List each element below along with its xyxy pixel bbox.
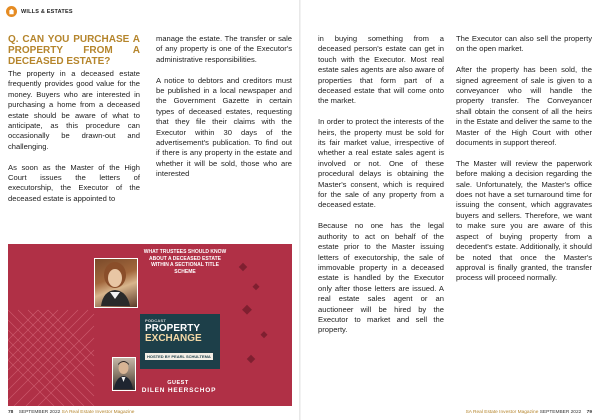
paragraph: manage the estate. The transfer or sale of any property is one of the Executor's administrative responsibilities. xyxy=(156,34,292,64)
section-label: WILLS & ESTATES xyxy=(21,8,73,15)
article-column-3 xyxy=(318,34,444,346)
article-column-4 xyxy=(456,34,592,294)
page-gutter xyxy=(299,0,301,420)
footer-left xyxy=(8,410,134,415)
article-column-1 xyxy=(8,34,140,215)
paragraph: The property in a deceased estate frequently provides good value for the money. Buyers who are interested in purchasing a home from a deceased estate should be aware of what to anticipate, as this procedure can occasionally be drawn-out and challenging. xyxy=(8,69,140,151)
publication-name: SA Real Estate Investor Magazine xyxy=(61,410,135,415)
issue-date: SEPTEMBER 2022 xyxy=(18,410,61,415)
promo-headline: WHAT TRUSTEES SHOULD KNOW ABOUT A DECEASED ESTATE WITHIN A SECTIONAL TITLE SCHEME xyxy=(143,249,227,275)
host-line: HOSTED BY PEARL SCHULTEMA xyxy=(147,353,211,359)
podcast-label: PODCAST xyxy=(145,318,166,323)
show-title-line2: EXCHANGE xyxy=(145,333,202,345)
house-icon xyxy=(6,6,17,17)
guest-name: DILEN HEERSCHOP xyxy=(141,387,217,394)
footer-right xyxy=(466,410,592,415)
paragraph: As soon as the Master of the High Court issues the letters of executorship, the Executor of the deceased estate is appointed to xyxy=(8,162,140,203)
paragraph: A notice to debtors and creditors must be published in a local newspaper and the Government Gazette in certain types of deceased estates, requesting that they file their claims with the Executor within 30 days of the advertisement's publication. To find out if there is any property in the estate and whether it will be sold, those who are interested xyxy=(156,75,292,179)
paragraph: The Executor can also sell the property on the open market. xyxy=(456,34,592,54)
podcast-promo[interactable] xyxy=(8,244,292,406)
publication-name: SA Real Estate Investor Magazine xyxy=(465,410,539,415)
question-heading: Q. CAN YOU PURCHASE A PROPERTY FROM A DECEASED ESTATE? xyxy=(8,34,140,67)
section-tag xyxy=(6,6,73,17)
paragraph: After the property has been sold, the signed agreement of sale is given to a conveyancer who will handle the property transfer. The Conveyancer shall obtain the consent of all the heirs in the Estate and deliver the same to the Master of the High Court with other documents in support thereof. xyxy=(456,65,592,148)
issue-date: SEPTEMBER 2022 xyxy=(539,410,582,415)
article-column-2 xyxy=(156,34,292,190)
host-photo xyxy=(94,258,138,308)
page-number: 78 xyxy=(8,410,14,415)
paragraph: in buying something from a deceased person's estate can get in touch with the Executor. Most real estate sales agents are also aware of properties that form part of a deceased estate that will come onto the market. xyxy=(318,34,444,106)
paragraph: In order to protect the interests of the heirs, the property must be sold for its fair market value, irrespective of whether a real estate sales agent is involved or not. One of these procedural delays is obtaining the Master's consent, which is required for the sale of any property from a deceased estate. xyxy=(318,117,444,210)
page-number: 79 xyxy=(586,410,592,415)
paragraph: The Master will review the paperwork before making a decision regarding the sale. Unfortunately, the Master's office does not have a set turnaround time for issuing the consent, which aggravates buyers and sellers. Therefore, we want to make sure you are aware of this aspect of buying property from a decedent's estate. Additionally, it should be noted that once the Master's approval is finally granted, the transfer process will proceed normally. xyxy=(456,158,592,283)
guest-label: GUEST xyxy=(167,380,189,386)
paragraph: Because no one has the legal authority to act on behalf of the estate prior to the Master issuing letters of executorship, the sale of immovable property in a deceased estate is handled by the Executor only after those letters are issued. A real estate sales agent or an auctioneer will be hired by the Executor to market and sell the property. xyxy=(318,221,444,335)
show-title-panel xyxy=(140,314,220,369)
guest-photo xyxy=(112,357,136,391)
show-title-line1: PROPERTY xyxy=(145,323,201,334)
